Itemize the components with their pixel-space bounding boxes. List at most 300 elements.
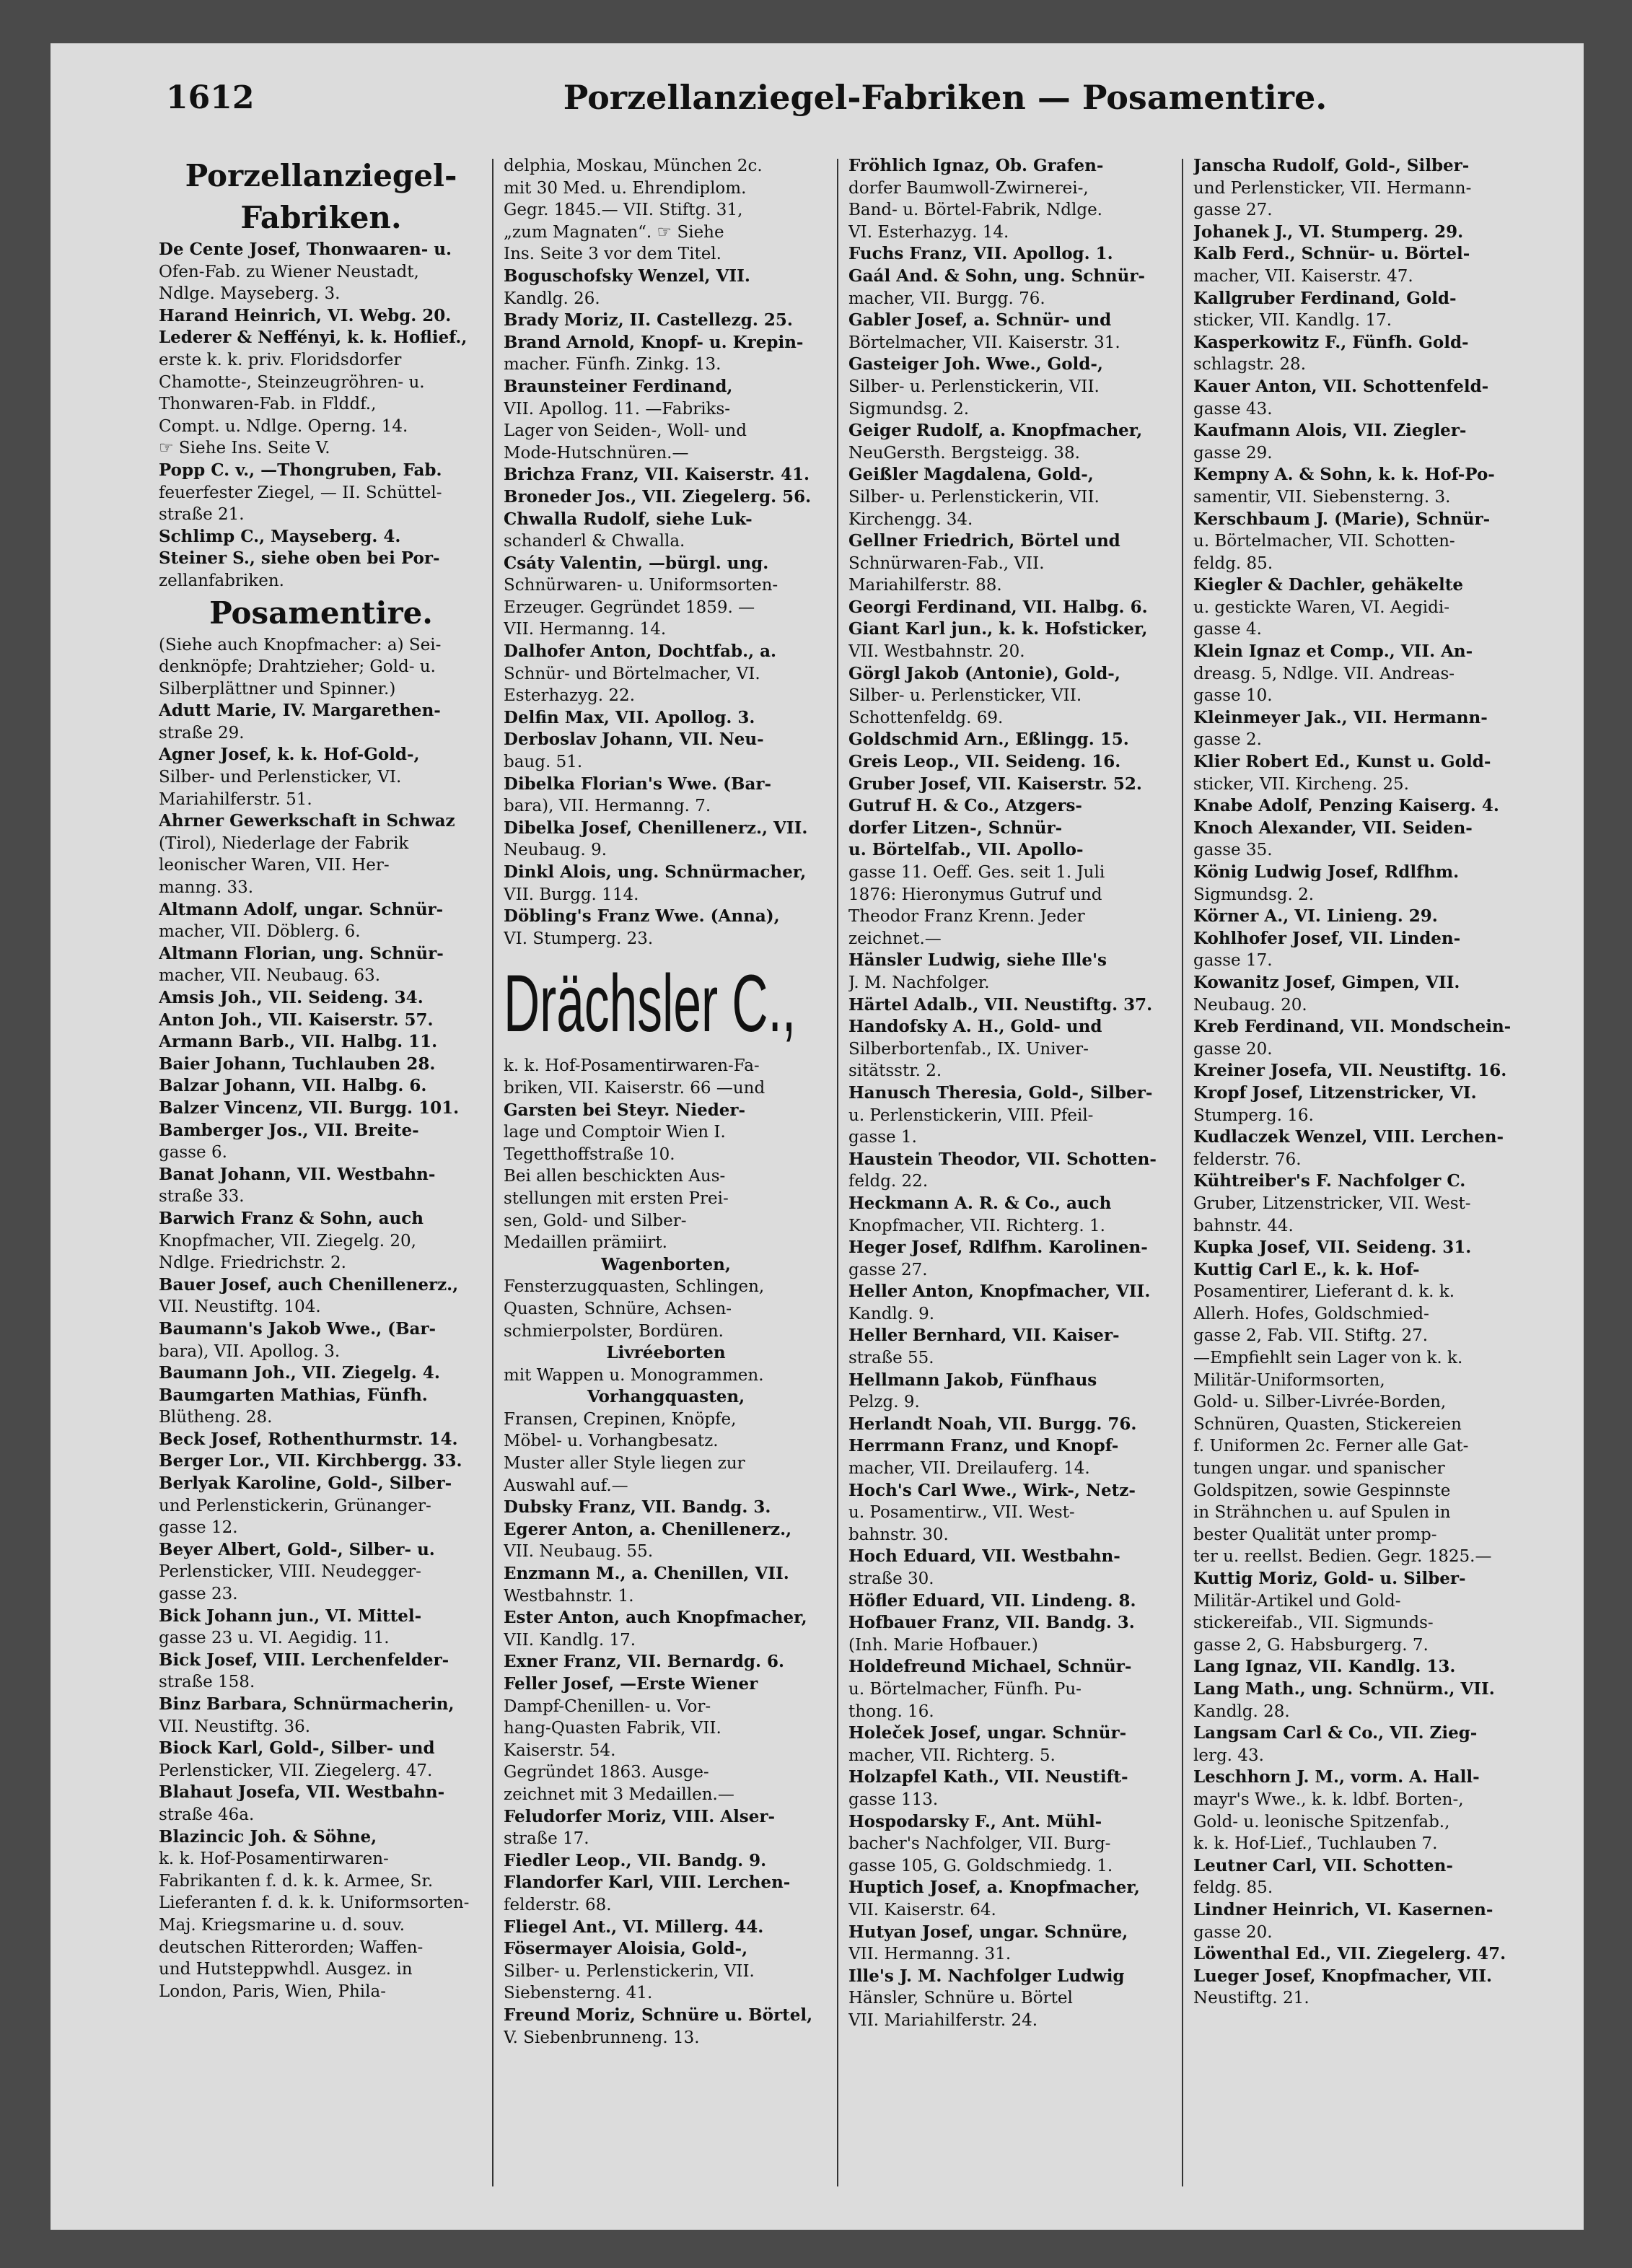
entry-heading: Gruber Josef, VII. Kaiserstr. 52. [848,774,1142,794]
entry-line: Stumperg. 16. [1193,1105,1314,1125]
entry-line: leonischer Waren, VII. Her- [159,856,390,875]
entry-line: sitätsstr. 2. [848,1061,942,1081]
entry-heading: Lang Math., ung. Schnürm., VII. [1193,1678,1495,1699]
entry-line: u. Börtelmacher, Fünfh. Pu- [848,1679,1082,1699]
entry-line: Kandlg. 9. [848,1304,935,1323]
entry-heading: Heller Anton, Knopfmacher, VII. [848,1282,1151,1302]
entry-line: Silber- u. Perlenstickerin, VII. [504,1961,755,1981]
entry-line: hang-Quasten Fabrik, VII. [504,1719,721,1738]
entry-line: bara), VII. Hermanng. 7. [504,797,711,816]
entry-line: Gegr. 1845.— VII. Stiftg. 31, [504,201,743,220]
entry-heading: Klein Ignaz et Comp., VII. An- [1193,642,1473,662]
entry-heading: Kropf Josef, Litzenstricker, VI. [1193,1082,1477,1103]
entry-line: VII. Apollog. 11. —Fabriks- [504,399,731,419]
entry-heading: Heckmann A. R. & Co., auch [848,1193,1112,1213]
entry-heading: Altmann Adolf, ungar. Schnür- [159,899,444,919]
entry-heading: Boguschofsky Wenzel, VII. [504,266,750,286]
entry-line: macher, VII. Döblerg. 6. [159,922,361,942]
entry-heading: Fröhlich Ignaz, Ob. Grafen- [848,156,1104,175]
entry-heading: Ester Anton, auch Knopfmacher, [504,1608,807,1628]
entry-line: Möbel- u. Vorhangbesatz. [504,1432,719,1451]
entry-heading: Blazincic Joh. & Söhne, [159,1826,377,1847]
entry-line: straße 33. [159,1187,245,1207]
entry-line: straße 17. [504,1829,589,1849]
entry-line: Mariahilferstr. 51. [159,789,312,809]
entry-line: tungen ungar. und spanischer [1193,1459,1445,1479]
entry-line: straße 55. [848,1349,934,1368]
entry-heading: Baier Johann, Tuchlauben 28. [159,1054,436,1074]
entry-heading: Kiegler & Dachler, gehäkelte [1193,575,1464,595]
entry-line: briken, VII. Kaiserstr. 66 —und [504,1078,765,1098]
entry-line: V. Siebenbrunneng. 13. [504,2028,700,2047]
entry-line-emphasis: u. Börtelfab., VII. Apollo- [848,840,1084,860]
entry-heading: Fliegel Ant., VI. Millerg. 44. [504,1917,764,1937]
entry-heading: Fuchs Franz, VII. Apollog. 1. [848,244,1113,264]
entry-heading: Kasperkowitz F., Fünfh. Gold- [1193,332,1469,352]
entry-line: Knopfmacher, VII. Richterg. 1. [848,1216,1105,1235]
entry-heading: Herrmann Franz, und Knopf- [848,1436,1119,1456]
entry-heading: Lederer & Neffényi, k. k. Hoflief., [159,328,468,348]
entry-heading: Kowanitz Josef, Gimpen, VII. [1193,972,1460,992]
entry-line: Ofen-Fab. zu Wiener Neustadt, [159,262,419,281]
entry-line: Thonwaren-Fab. in Flddf., [159,395,377,414]
entry-heading: Enzmann M., a. Chenillen, VII. [504,1564,789,1584]
entry-line: Erzeuger. Gegründet 1859. — [504,597,755,617]
entry-line: in Strähnchen u. auf Spulen in [1193,1503,1451,1523]
entry-line: Bei allen beschickten Aus- [504,1167,726,1186]
entry-line: baug. 51. [504,753,583,772]
entry-heading: Brichza Franz, VII. Kaiserstr. 41. [504,465,810,485]
entry-line: gasse 11. Oeff. Ges. seit 1. Juli [848,863,1105,882]
entry-heading: Hänsler Ludwig, siehe Ille's [848,950,1107,971]
entry-line: Knopfmacher, VII. Ziegelg. 20, [159,1231,416,1251]
entry-heading: Janscha Rudolf, Gold-, Silber- [1193,156,1470,175]
entry-line: bara), VII. Apollog. 3. [159,1341,341,1361]
entry-heading: Geißler Magdalena, Gold-, [848,465,1094,485]
entry-heading: Beck Josef, Rothenthurmstr. 14. [159,1429,458,1449]
entry-line: schlagstr. 28. [1193,355,1307,375]
entry-heading: König Ludwig Josef, Rdlfhm. [1193,862,1460,882]
entry-heading: Handofsky A. H., Gold- und [848,1017,1102,1037]
entry-line: Band- u. Börtel-Fabrik, Ndlge. [848,201,1102,220]
entry-line: gasse 27. [848,1260,928,1279]
entry-heading: Barwich Franz & Sohn, auch [159,1208,424,1228]
entry-line: London, Paris, Wien, Phila- [159,1982,386,2001]
entry-heading: Ille's J. M. Nachfolger Ludwig [848,1966,1125,1986]
entry-heading: Gabler Josef, a. Schnür- und [848,310,1112,330]
entry-line: VII. Kaiserstr. 64. [848,1900,996,1919]
entry-line: delphia, Moskau, München 2c. [504,157,763,175]
entry-heading: Knoch Alexander, VII. Seiden- [1193,818,1473,838]
entry-line: —Empfiehlt sein Lager von k. k. [1193,1349,1463,1368]
entry-line: Muster aller Style liegen zur [504,1454,745,1474]
entry-heading: Gasteiger Joh. Wwe., Gold-, [848,354,1103,375]
entry-heading: Berlyak Karoline, Gold-, Silber- [159,1474,452,1494]
entry-heading: Binz Barbara, Schnürmacherin, [159,1694,455,1714]
entry-heading: Flandorfer Karl, VIII. Lerchen- [504,1873,791,1893]
column-1 [159,155,483,2204]
entry-line: Schnür- und Börtelmacher, VI. [504,664,760,683]
entry-heading: Dibelka Josef, Chenillenerz., VII. [504,818,808,838]
entry-line: Westbahnstr. 1. [504,1586,634,1606]
entry-line: Lager von Seiden-, Woll- und [504,421,747,441]
entry-line: „zum Magnaten“. ☞ Siehe [504,222,724,242]
entry-heading: Baumgarten Mathias, Fünfh. [159,1385,428,1405]
entry-heading: Freund Moriz, Schnüre u. Börtel, [504,2005,813,2025]
entry-line: gasse 2. [1193,730,1262,750]
entry-heading: Harand Heinrich, VI. Webg. 20. [159,305,452,325]
entry-line: Gold- u. Silber-Livrée-Borden, [1193,1393,1447,1412]
entry-line: bester Qualität unter promp- [1193,1525,1437,1544]
column-rule [492,159,493,2186]
entry-line: straße 158. [159,1673,255,1692]
entry-line: gasse 27. [1193,201,1273,220]
entry-heading: Kreiner Josefa, VII. Neustiftg. 16. [1193,1061,1507,1081]
entry-line: ☞ Siehe Ins. Seite V. [159,439,330,458]
entry-line: feuerfester Ziegel, — II. Schüttel- [159,483,442,502]
entry-line: VII. Mariahilferstr. 24. [848,2010,1038,2030]
entry-line: (Tirol), Niederlage der Fabrik [159,833,409,853]
entry-line: sticker, VII. Kircheng. 25. [1193,774,1409,794]
entry-line: Auswahl auf.— [504,1476,628,1495]
entry-line: VI. Esterhazyg. 14. [848,222,1009,242]
entry-heading: Armann Barb., VII. Halbg. 11. [159,1032,438,1052]
entry-heading: Huptich Josef, a. Knopfmacher, [848,1878,1140,1898]
entry-line: Lieferanten f. d. k. k. Uniformsorten- [159,1893,470,1913]
entry-heading: Körner A., VI. Linieng. 29. [1193,906,1438,927]
entry-line: schmierpolster, Bordüren. [504,1321,724,1341]
entry-heading: Kupka Josef, VII. Seideng. 31. [1193,1238,1472,1258]
entry-heading: Baumann Joh., VII. Ziegelg. 4. [159,1363,440,1383]
entry-line: Posamentirer, Lieferant d. k. k. [1193,1282,1455,1302]
entry-line: gasse 6. [159,1143,227,1163]
entry-line: und Hutsteppwhdl. Ausgez. in [159,1960,413,1979]
entry-heading: Leschhorn J. M., vorm. A. Hall- [1193,1767,1480,1787]
entry-line: Siebensterng. 41. [504,1984,653,2003]
entry-line: Perlensticker, VII. Ziegelerg. 47. [159,1761,433,1780]
entry-line: gasse 29. [1193,443,1273,463]
entry-heading: Hanusch Theresia, Gold-, Silber- [848,1082,1153,1103]
column-rule [837,159,838,2186]
entry-heading: Geiger Rudolf, a. Knopfmacher, [848,421,1143,441]
column-3 [848,155,1173,2204]
entry-heading: Giant Karl jun., k. k. Hofsticker, [848,619,1148,639]
entry-line: macher, VII. Richterg. 5. [848,1746,1056,1765]
entry-line: Compt. u. Ndlge. Operng. 14. [159,416,408,436]
entry-line: NeuGersth. Bergsteigg. 38. [848,443,1080,463]
entry-heading: Kerschbaum J. (Marie), Schnür- [1193,509,1491,529]
entry-heading: Hospodarsky F., Ant. Mühl- [848,1811,1102,1831]
page-header [51,72,1584,159]
entry-line: macher, VII. Dreilauferg. 14. [848,1459,1090,1479]
entry-heading: Holzapfel Kath., VII. Neustift- [848,1767,1128,1787]
entry-heading: Hoch Eduard, VII. Westbahn- [848,1546,1120,1567]
section-title: Fabriken. [240,200,402,235]
entry-line: VII. Hermanng. 14. [504,620,667,639]
entry-line: Fabrikanten f. d. k. k. Armee, Sr. [159,1871,434,1891]
entry-heading: Härtel Adalb., VII. Neustiftg. 37. [848,994,1153,1015]
entry-heading: Kempny A. & Sohn, k. k. Hof-Po- [1193,465,1495,485]
entry-line: Fransen, Crepinen, Knöpfe, [504,1409,737,1429]
entry-line: Neubaug. 20. [1193,995,1307,1015]
entry-line: feldg. 85. [1193,553,1273,573]
entry-line: u. Posamentirw., VII. West- [848,1503,1075,1523]
page-number: 1612 [166,79,255,116]
entry-line: Fensterzugquasten, Schlingen, [504,1277,765,1297]
entry-heading: Herlandt Noah, VII. Burgg. 76. [848,1414,1137,1434]
entry-line: gasse 2, Fab. VII. Stiftg. 27. [1193,1326,1429,1346]
entry-line: thong. 16. [848,1702,934,1721]
entry-line: Schnürwaren- u. Uniformsorten- [504,576,778,595]
entry-heading: Döbling's Franz Wwe. (Anna), [504,906,780,927]
entry-heading: Hellmann Jakob, Fünfhaus [848,1370,1097,1390]
entry-line: felderstr. 76. [1193,1150,1302,1169]
entry-line: Neustiftg. 21. [1193,1989,1309,2008]
entry-heading: Kudlaczek Wenzel, VIII. Lerchen- [1193,1127,1504,1147]
entry-line: gasse 20. [1193,1922,1273,1942]
entry-line: zellanfabriken. [159,571,284,590]
entry-heading: Altmann Florian, ung. Schnür- [159,943,444,963]
entry-line: Neubaug. 9. [504,841,607,860]
entry-line: gasse 1. [848,1128,917,1147]
entry-heading: Kuttig Carl E., k. k. Hof- [1193,1259,1420,1279]
entry-line: Theodor Franz Krenn. Jeder [848,907,1085,927]
entry-line: felderstr. 68. [504,1895,612,1914]
entry-line: gasse 2, G. Habsburgerg. 7. [1193,1635,1429,1655]
entry-line: Börtelmacher, VII. Kaiserstr. 31. [848,333,1120,352]
entry-line: Silberbortenfab., IX. Univer- [848,1039,1089,1059]
entry-line: bahnstr. 30. [848,1525,949,1544]
entry-heading: Kohlhofer Josef, VII. Linden- [1193,928,1461,948]
entry-line: stellungen mit ersten Prei- [504,1188,729,1208]
directory-page [51,43,1584,2230]
entry-line: dreasg. 5, Ndlge. VII. Andreas- [1193,664,1455,683]
entry-line: u. Perlenstickerin, VIII. Pfeil- [848,1105,1094,1125]
entry-heading: Kauer Anton, VII. Schottenfeld- [1193,376,1489,396]
entry-line: Silber- u. Perlenstickerin, VII. [848,377,1100,396]
entry-line: k. k. Hof-Posamentirwaren- [159,1849,389,1869]
entry-heading: Broneder Jos., VII. Ziegelerg. 56. [504,486,812,507]
entry-line: Perlensticker, VIII. Neudegger- [159,1562,421,1582]
entry-line: feldg. 22. [848,1172,929,1191]
entry-heading: Biock Karl, Gold-, Silber- und [159,1738,435,1759]
entry-line: erste k. k. priv. Floridsdorfer [159,350,402,369]
entry-line: stickereifab., VII. Sigmunds- [1193,1614,1434,1633]
entry-heading: Greis Leop., VII. Seideng. 16. [848,752,1121,772]
entry-line: Medaillen prämiirt. [504,1233,667,1253]
entry-line: Mariahilferstr. 88. [848,576,1002,595]
entry-heading: Georgi Ferdinand, VII. Halbg. 6. [848,597,1148,617]
entry-heading: Löwenthal Ed., VII. Ziegelerg. 47. [1193,1944,1506,1964]
entry-line: gasse 105, G. Goldschmiedg. 1. [848,1856,1113,1875]
entry-line: gasse 23 u. VI. Aegidig. 11. [159,1629,390,1648]
entry-heading: Lindner Heinrich, VI. Kasernen- [1193,1899,1493,1919]
entry-line: zeichnet.— [848,929,942,948]
entry-line: VII. Neubaug. 55. [504,1542,654,1562]
entry-heading: Holeček Josef, ungar. Schnür- [848,1723,1127,1743]
entry-heading: Baumann's Jakob Wwe., (Bar- [159,1318,436,1339]
entry-line: (Inh. Marie Hofbauer.) [848,1635,1038,1655]
entry-line: Mode-Hutschnüren.— [504,443,689,463]
entry-line: u. gestickte Waren, VI. Aegidi- [1193,597,1450,617]
entry-heading: Kleinmeyer Jak., VII. Hermann- [1193,707,1488,727]
entry-line: Sigmundsg. 2. [1193,885,1315,904]
entry-line: gasse 12. [159,1518,238,1538]
entry-heading: Kühtreiber's F. Nachfolger C. [1193,1171,1466,1191]
entry-line: bacher's Nachfolger, VII. Burg- [848,1834,1111,1854]
entry-heading: Exner Franz, VII. Bernardg. 6. [504,1652,784,1672]
entry-line: gasse 113. [848,1790,939,1809]
entry-heading: Gellner Friedrich, Börtel und [848,531,1120,551]
entry-line: lage und Comptoir Wien I. [504,1123,726,1142]
entry-line: manng. 33. [159,878,254,898]
entry-line: Schnüren, Quasten, Stickereien [1193,1414,1462,1434]
entry-line: Militär-Artikel und Gold- [1193,1591,1401,1611]
entry-line: u. Börtelmacher, VII. Schotten- [1193,532,1455,551]
entry-heading: Görgl Jakob (Antonie), Gold-, [848,663,1120,683]
entry-line: samentir, VII. Siebensterng. 3. [1193,487,1451,507]
entry-heading: Blahaut Josefa, VII. Westbahn- [159,1782,445,1803]
entry-heading: Lueger Josef, Knopfmacher, VII. [1193,1966,1493,1986]
entry-line: und Perlenstickerin, Grünanger- [159,1496,431,1515]
entry-heading: Csáty Valentin, —bürgl. ung. [504,553,769,573]
entry-heading: Lang Ignaz, VII. Kandlg. 13. [1193,1657,1456,1677]
entry-heading: Delfin Max, VII. Apollog. 3. [504,707,755,727]
entry-heading: Brady Moriz, II. Castellezg. 25. [504,310,793,330]
advert-heading: Wagenborten, [601,1254,731,1274]
entry-heading: Kaufmann Alois, VII. Ziegler- [1193,421,1467,441]
entry-line: Hänsler, Schnüre u. Börtel [848,1989,1073,2008]
entry-line: gasse 43. [1193,399,1273,419]
column-2 [504,155,828,2204]
column-rule [1182,159,1183,2186]
entry-line: Goldspitzen, sowie Gespinnste [1193,1481,1451,1500]
entry-line: Quasten, Schnüre, Achsen- [504,1299,732,1318]
entry-heading: Balzer Vincenz, VII. Burgg. 101. [159,1098,460,1118]
entry-line: 1876: Hieronymus Gutruf und [848,885,1102,904]
entry-line: deutschen Ritterorden; Waffen- [159,1938,424,1957]
entry-line: Silber- u. Perlensticker, VII. [848,686,1082,706]
entry-heading: Bamberger Jos., VII. Breite- [159,1120,419,1140]
entry-heading: De Cente Josef, Thonwaaren- u. [159,240,452,259]
entry-line: VII. Neustiftg. 36. [159,1717,311,1736]
column-4 [1193,155,1518,2204]
entry-heading: Kreb Ferdinand, VII. Mondschein- [1193,1017,1512,1037]
entry-heading: Derboslav Johann, VII. Neu- [504,730,764,750]
entry-line: gasse 10. [1193,686,1273,706]
entry-line: Sigmundsg. 2. [848,399,970,419]
entry-heading: Kalb Ferd., Schnür- u. Börtel- [1193,244,1470,264]
entry-line: Kaiserstr. 54. [504,1741,616,1760]
entry-line: bahnstr. 44. [1193,1216,1294,1235]
entry-line: Gegründet 1863. Ausge- [504,1763,709,1782]
entry-line: straße 46a. [159,1805,255,1824]
entry-line: k. k. Hof-Lief., Tuchlauben 7. [1193,1834,1438,1854]
entry-heading: Amsis Joh., VII. Seideng. 34. [159,988,424,1007]
entry-line: lerg. 43. [1193,1746,1264,1765]
entry-line: Esterhazyg. 22. [504,686,636,706]
entry-heading: Bick Johann jun., VI. Mittel- [159,1606,422,1626]
entry-line: gasse 20. [1193,1039,1273,1059]
entry-line: VII. Neustiftg. 104. [159,1297,321,1317]
entry-line: (Siehe auch Knopfmacher: a) Sei- [159,635,442,654]
entry-line: Allerh. Hofes, Goldschmied- [1193,1304,1429,1323]
entry-line: macher, VII. Neubaug. 63. [159,966,381,986]
entry-heading: Bick Josef, VIII. Lerchenfelder- [159,1650,449,1670]
entry-line: VII. Hermanng. 31. [848,1945,1012,1964]
entry-heading: Dubsky Franz, VII. Bandg. 3. [504,1497,771,1518]
entry-line: Blütheng. 28. [159,1408,273,1427]
entry-heading: Berger Lor., VII. Kirchbergg. 33. [159,1451,462,1471]
advert-title: Dräch​sler C., [504,958,797,1049]
entry-line: Kirchengg. 34. [848,509,973,529]
entry-line: macher, VII. Burgg. 76. [848,289,1045,308]
section-title: Porzellanziegel- [185,158,457,193]
entry-line: Ndlge. Friedrichstr. 2. [159,1253,346,1273]
entry-line: mit 30 Med. u. Ehrendiplom. [504,178,747,198]
entry-heading: Hoch's Carl Wwe., Wirk-, Netz- [848,1480,1136,1500]
entry-line: gasse 4. [1193,620,1262,639]
entry-line: Dampf-Chenillen- u. Vor- [504,1696,711,1716]
entry-line: feldg. 85. [1193,1878,1273,1898]
entry-line: macher, VII. Kaiserstr. 47. [1193,266,1413,286]
entry-heading: Holdefreund Michael, Schnür- [848,1657,1132,1677]
entry-line: VII. Burgg. 114. [504,885,639,904]
entry-heading: Banat Johann, VII. Westbahn- [159,1164,436,1184]
entry-heading: Fiedler Leop., VII. Bandg. 9. [504,1850,767,1870]
entry-heading: Knabe Adolf, Penzing Kaiserg. 4. [1193,796,1499,816]
entry-heading: Beyer Albert, Gold-, Silber- u. [159,1539,435,1559]
entry-line: und Perlensticker, VII. Hermann- [1193,178,1472,198]
entry-heading: Bauer Josef, auch Chenillenerz., [159,1274,459,1295]
entry-heading: Steiner S., siehe oben bei Por- [159,548,440,569]
entry-heading: Braunsteiner Ferdinand, [504,376,733,396]
entry-line: gasse 23. [159,1585,238,1604]
entry-line: Militär-Uniformsorten, [1193,1370,1385,1390]
entry-line: Kandlg. 28. [1193,1702,1290,1721]
entry-line: schanderl & Chwalla. [504,532,685,551]
entry-heading: Anton Joh., VII. Kaiserstr. 57. [159,1010,434,1030]
entry-heading: Heger Josef, Rdlfhm. Karolinen- [848,1238,1148,1258]
advert-heading: Vorhangquasten, [587,1387,745,1407]
entry-heading: Dinkl Alois, ung. Schnürmacher, [504,862,807,882]
entry-line: straße 21. [159,505,245,525]
entry-heading: Dalhofer Anton, Dochtfab., a. [504,642,777,662]
entry-line: VII. Kandlg. 17. [504,1630,636,1650]
entry-heading: Popp C. v., —Thongruben, Fab. [159,460,442,480]
entry-heading: Chwalla Rudolf, siehe Luk- [504,509,753,529]
entry-heading: Feludorfer Moriz, VIII. Alser- [504,1806,776,1826]
entry-line: k. k. Hof-Posamentirwaren-Fa- [504,1056,760,1076]
entry-heading: Haustein Theodor, VII. Schotten- [848,1149,1157,1169]
entry-heading: Feller Josef, —Erste Wiener [504,1674,758,1694]
entry-line: Tegetthoffstraße 10. [504,1144,675,1164]
entry-line-emphasis: Garsten bei Steyr. Nieder- [504,1100,746,1120]
entry-line: Schottenfeldg. 69. [848,708,1004,727]
entry-line: VII. Westbahnstr. 20. [848,642,1025,662]
entry-heading: Höfler Eduard, VII. Lindeng. 8. [848,1590,1136,1611]
entry-heading: Fösermayer Aloisia, Gold-, [504,1939,748,1959]
entry-heading: Gaál And. & Sohn, ung. Schnür- [848,266,1146,286]
entry-heading: Agner Josef, k. k. Hof-Gold-, [159,745,420,765]
entry-line: sticker, VII. Kandlg. 17. [1193,311,1392,330]
entry-line: Maj. Kriegsmarine u. d. souv. [159,1915,405,1935]
entry-heading: Kuttig Moriz, Gold- u. Silber- [1193,1569,1466,1588]
entry-line: mayr's Wwe., k. k. ldbf. Borten-, [1193,1790,1464,1809]
entry-heading: Gutruf H. & Co., Atzgers- [848,796,1082,816]
entry-line: Pelzg. 9. [848,1393,920,1412]
entry-line: Gruber, Litzenstricker, VII. West- [1193,1194,1471,1213]
